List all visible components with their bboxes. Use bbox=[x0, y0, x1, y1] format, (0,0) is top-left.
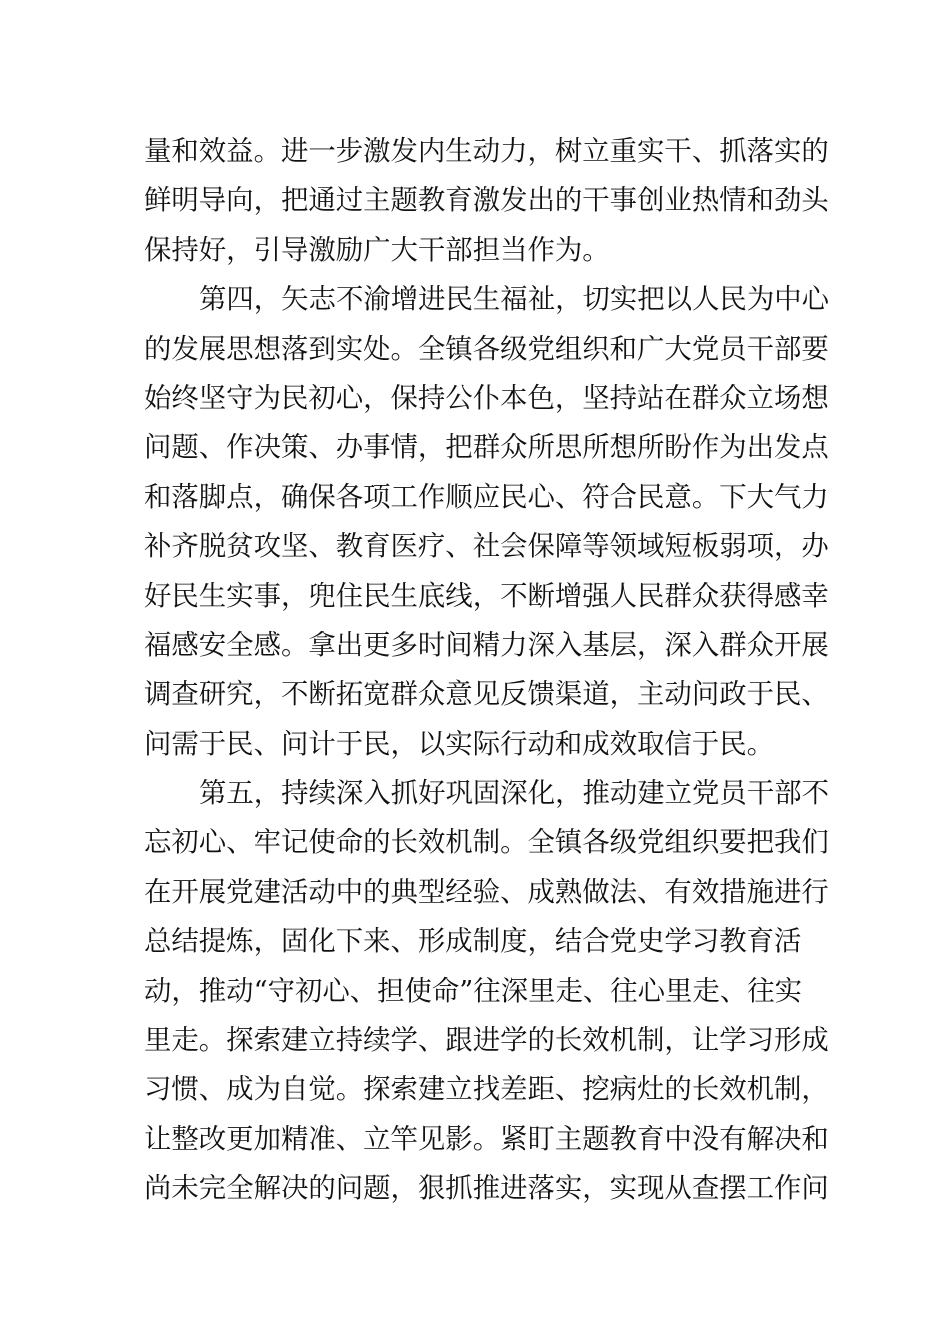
text-line: 量和效益。进一步激发内生动力，树立重实干、抓落实的 bbox=[144, 136, 829, 167]
paragraph-start-line: 第四，矢志不渝增进民生福祉，切实把以人民为中心 bbox=[199, 284, 829, 316]
text-line: 和落脚点，确保各项工作顺应民心、符合民意。下大气力 bbox=[144, 481, 829, 513]
text-line: 在开展党建活动中的典型经验、成熟做法、有效措施进行 bbox=[144, 876, 829, 908]
paragraph-start-line: 第五，持续深入抓好巩固深化，推动建立党员干部不 bbox=[199, 778, 829, 810]
text-line: 让整改更加精准、立竿见影。紧盯主题教育中没有解决和 bbox=[144, 1123, 829, 1155]
text-line: 问题、作决策、办事情，把群众所思所想所盼作为出发点 bbox=[144, 432, 829, 464]
text-line: 里走。探索建立持续学、跟进学的长效机制，让学习形成 bbox=[144, 1025, 829, 1057]
document-body bbox=[144, 127, 829, 1214]
text-line: 福感安全感。拿出更多时间精力深入基层，深入群众开展 bbox=[144, 629, 829, 661]
text-line: 保持好，引导激励广大干部担当作为。 bbox=[144, 234, 610, 266]
text-line: 补齐脱贫攻坚、教育医疗、社会保障等领域短板弱项，办 bbox=[144, 531, 829, 563]
text-line: 的发展思想落到实处。全镇各级党组织和广大党员干部要 bbox=[144, 333, 829, 365]
text-line: 始终坚守为民初心，保持公仆本色，坚持站在群众立场想 bbox=[144, 382, 829, 414]
text-line: 总结提炼，固化下来、形成制度，结合党史学习教育活 bbox=[144, 926, 802, 958]
text-line: 习惯、成为自觉。探索建立找差距、挖病灶的长效机制， bbox=[144, 1074, 829, 1106]
text-line: 问需于民、问计于民，以实际行动和成效取信于民。 bbox=[144, 728, 774, 760]
text-line: 鲜明导向，把通过主题教育激发出的干事创业热情和劲头 bbox=[144, 185, 829, 217]
text-line: 调查研究，不断拓宽群众意见反馈渠道，主动问政于民、 bbox=[144, 679, 829, 711]
text-line: 动，推动“守初心、担使命”往深里走、往心里走、往实 bbox=[144, 975, 802, 1007]
text-line: 好民生实事，兜住民生底线，不断增强人民群众获得感幸 bbox=[144, 580, 829, 612]
text-line: 忘初心、牢记使命的长效机制。全镇各级党组织要把我们 bbox=[144, 827, 829, 859]
text-line: 尚未完全解决的问题，狠抓推进落实，实现从查摆工作问 bbox=[144, 1173, 829, 1205]
